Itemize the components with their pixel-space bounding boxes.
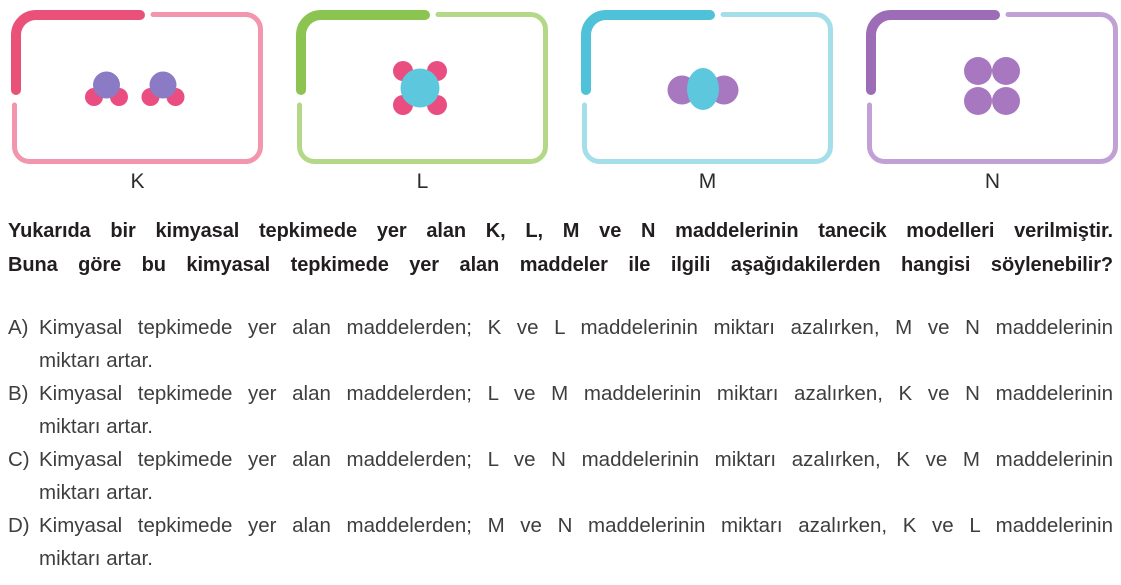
particle-model-row	[0, 0, 1121, 195]
frame-border-light	[870, 15, 1116, 162]
model-label-m: M	[698, 170, 717, 193]
option-d	[8, 509, 1113, 575]
option-text-line: miktarı artar.	[39, 415, 153, 438]
option-text-line: Kimyasal tepkimede yer alan maddelerden; L ve M maddelerinin miktarı azalırken, K ve N maddelerinin	[39, 382, 1113, 405]
model-frame-m	[580, 10, 835, 166]
particle-circle	[964, 87, 992, 115]
model-frame-l	[295, 10, 550, 166]
question-text	[8, 214, 1113, 282]
model-label-l: L	[416, 170, 429, 193]
option-letter-c: C)	[8, 448, 30, 471]
model-box-k	[10, 10, 265, 195]
options-list	[8, 311, 1113, 575]
model-box-n	[865, 10, 1120, 195]
option-a	[8, 311, 1113, 377]
option-letter-b: B)	[8, 382, 29, 405]
particle-circle	[687, 68, 719, 110]
option-text-line: Kimyasal tepkimede yer alan maddelerden; M ve N maddelerinin miktarı azalırken, K ve L maddelerinin	[39, 514, 1113, 537]
option-text-line: miktarı artar.	[39, 547, 153, 570]
model-label-k: K	[130, 170, 145, 193]
option-text-a	[39, 311, 1113, 377]
model-box-m	[580, 10, 835, 195]
question-line-2: Buna göre bu kimyasal tepkimede yer alan maddeler ile ilgili aşağıdakilerden hangisi söylenebilir?	[8, 254, 1113, 276]
particle-circle	[964, 57, 992, 85]
option-text-line: miktarı artar.	[39, 481, 153, 504]
question-line-1: Yukarıda bir kimyasal tepkimede yer alan K, L, M ve N maddelerinin tanecik modelleri verilmiştir.	[8, 220, 1113, 242]
option-b	[8, 377, 1113, 443]
particle-circle	[93, 72, 120, 99]
option-text-line: Kimyasal tepkimede yer alan maddelerden; L ve N maddelerinin miktarı azalırken, K ve M maddelerinin	[39, 448, 1113, 471]
model-box-l	[295, 10, 550, 195]
model-label-n: N	[984, 170, 1001, 193]
frame-border-accent	[16, 15, 140, 90]
option-text-line: miktarı artar.	[39, 349, 153, 372]
particle-circle	[992, 57, 1020, 85]
frame-border-light	[15, 15, 261, 162]
model-frame-k	[10, 10, 265, 166]
model-frame-n	[865, 10, 1120, 166]
particle-circle	[992, 87, 1020, 115]
option-text-line: Kimyasal tepkimede yer alan maddelerden; K ve L maddelerinin miktarı azalırken, M ve N maddelerinin	[39, 316, 1113, 339]
option-text-b	[39, 377, 1113, 443]
particle-circle	[401, 69, 440, 108]
option-c	[8, 443, 1113, 509]
option-text-d	[39, 509, 1113, 575]
option-text-c	[39, 443, 1113, 509]
option-letter-a: A)	[8, 316, 29, 339]
particle-circle	[150, 72, 177, 99]
option-letter-d: D)	[8, 514, 30, 537]
